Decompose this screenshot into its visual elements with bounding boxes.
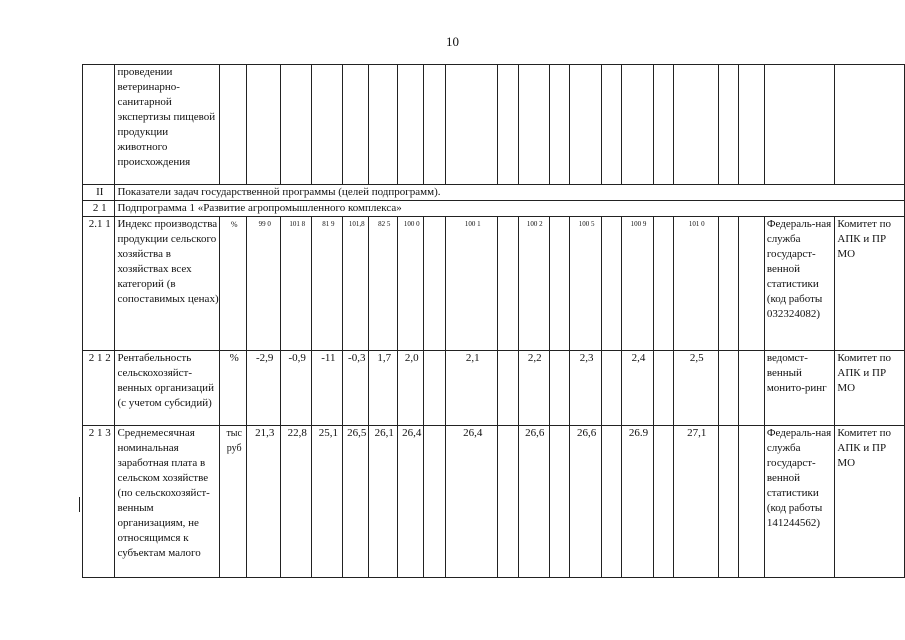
table-row-continuation: [83, 65, 905, 185]
value-cell: 101 8: [281, 217, 312, 351]
row-code: 2.1 1: [83, 217, 115, 351]
data-source: [764, 65, 835, 185]
row-code: [83, 65, 115, 185]
unit: тыс руб: [220, 426, 247, 578]
blank-cell: [739, 65, 765, 185]
value-cell: 26,1: [369, 426, 398, 578]
value-cell: 100 2: [518, 217, 549, 351]
subprogram-title: Подпрограмма 1 «Развитие агропромышленного комплекса»: [115, 201, 905, 217]
value-cell: 100 5: [570, 217, 602, 351]
value-cell: 27,1: [673, 426, 718, 578]
value-cell: [369, 65, 398, 185]
unit: %: [220, 351, 247, 426]
blank-cell: [424, 426, 446, 578]
value-cell: [673, 65, 718, 185]
value-cell: 82 5: [369, 217, 398, 351]
blank-cell: [424, 351, 446, 426]
section-code: II: [83, 185, 115, 201]
blank-cell: [739, 426, 765, 578]
subprogram-code: 2 1: [83, 201, 115, 217]
blank-cell: [653, 351, 673, 426]
value-cell: [312, 65, 343, 185]
unit: %: [220, 217, 247, 351]
value-cell: -2,9: [247, 351, 281, 426]
value-cell: 2,4: [622, 351, 653, 426]
value-cell: 26,6: [518, 426, 549, 578]
row-code: 2 1 2: [83, 351, 115, 426]
data-source: ведомст-венный монито-ринг: [764, 351, 835, 426]
blank-cell: [718, 65, 738, 185]
responsible: [835, 65, 905, 185]
indicator-name: Рентабельность сельскохозяйст-венных организаций (с учетом субсидий): [115, 351, 220, 426]
blank-cell: [602, 426, 622, 578]
blank-cell: [498, 351, 518, 426]
value-cell: 100 1: [446, 217, 498, 351]
value-cell: -0,3: [343, 351, 369, 426]
blank-cell: [549, 426, 569, 578]
section-title: Показатели задач государственной программы (целей подпрограмм).: [115, 185, 905, 201]
value-cell: 101 0: [673, 217, 718, 351]
data-source: Федераль-ная служба государст-венной статистики (код работы 141244562): [764, 426, 835, 578]
blank-cell: [549, 65, 569, 185]
blank-cell: [498, 65, 518, 185]
value-cell: [281, 65, 312, 185]
value-cell: 2,0: [398, 351, 424, 426]
table-row: [83, 217, 905, 351]
blank-cell: [549, 217, 569, 351]
blank-cell: [718, 351, 738, 426]
blank-cell: [602, 351, 622, 426]
blank-cell: [653, 65, 673, 185]
value-cell: 81 9: [312, 217, 343, 351]
value-cell: -11: [312, 351, 343, 426]
value-cell: 26.9: [622, 426, 653, 578]
value-cell: [622, 65, 653, 185]
responsible: Комитет по АПК и ПР МО: [835, 351, 905, 426]
value-cell: 2,5: [673, 351, 718, 426]
value-cell: 22,8: [281, 426, 312, 578]
responsible: Комитет по АПК и ПР МО: [835, 217, 905, 351]
value-cell: 2,2: [518, 351, 549, 426]
value-cell: 21,3: [247, 426, 281, 578]
value-cell: -0,9: [281, 351, 312, 426]
blank-cell: [549, 351, 569, 426]
table-row: [83, 351, 905, 426]
blank-cell: [739, 217, 765, 351]
data-source: Федераль-ная служба государст-венной статистики (код работы 032324082): [764, 217, 835, 351]
value-cell: [518, 65, 549, 185]
blank-cell: [739, 351, 765, 426]
blank-cell: [498, 426, 518, 578]
blank-cell: [424, 65, 446, 185]
value-cell: 1,7: [369, 351, 398, 426]
value-cell: 2,1: [446, 351, 498, 426]
blank-cell: [718, 426, 738, 578]
value-cell: 99 0: [247, 217, 281, 351]
indicator-name: Индекс производства продукции сельского хозяйства в хозяйствах всех категорий (в сопоставимых ценах): [115, 217, 220, 351]
value-cell: 100 0: [398, 217, 424, 351]
responsible: Комитет по АПК и ПР МО: [835, 426, 905, 578]
value-cell: 26,4: [446, 426, 498, 578]
blank-cell: [653, 217, 673, 351]
blank-cell: [602, 65, 622, 185]
value-cell: 25,1: [312, 426, 343, 578]
table-row: [83, 426, 905, 578]
page-number: 10: [446, 34, 459, 49]
value-cell: [446, 65, 498, 185]
blank-cell: [653, 426, 673, 578]
value-cell: [247, 65, 281, 185]
value-cell: 26,5: [343, 426, 369, 578]
value-cell: 2,3: [570, 351, 602, 426]
unit: [220, 65, 247, 185]
value-cell: 26,6: [570, 426, 602, 578]
indicator-name: проведении ветеринарно-санитарной экспертизы пищевой продукции животного происхождения: [115, 65, 220, 185]
row-code: 2 1 3: [83, 426, 115, 578]
subprogram-row: [83, 201, 905, 217]
blank-cell: [424, 217, 446, 351]
blank-cell: [718, 217, 738, 351]
indicators-table: [82, 64, 905, 578]
value-cell: 100 9: [622, 217, 653, 351]
section-row: [83, 185, 905, 201]
value-cell: [343, 65, 369, 185]
value-cell: [570, 65, 602, 185]
value-cell: [398, 65, 424, 185]
margin-mark: [79, 497, 80, 512]
value-cell: 26,4: [398, 426, 424, 578]
blank-cell: [498, 217, 518, 351]
blank-cell: [602, 217, 622, 351]
value-cell: 101,8: [343, 217, 369, 351]
indicator-name: Среднемесячная номинальная заработная плата в сельском хозяйстве (по сельскохозяйст-венным организациям, не относящимся к субъектам малого: [115, 426, 220, 578]
